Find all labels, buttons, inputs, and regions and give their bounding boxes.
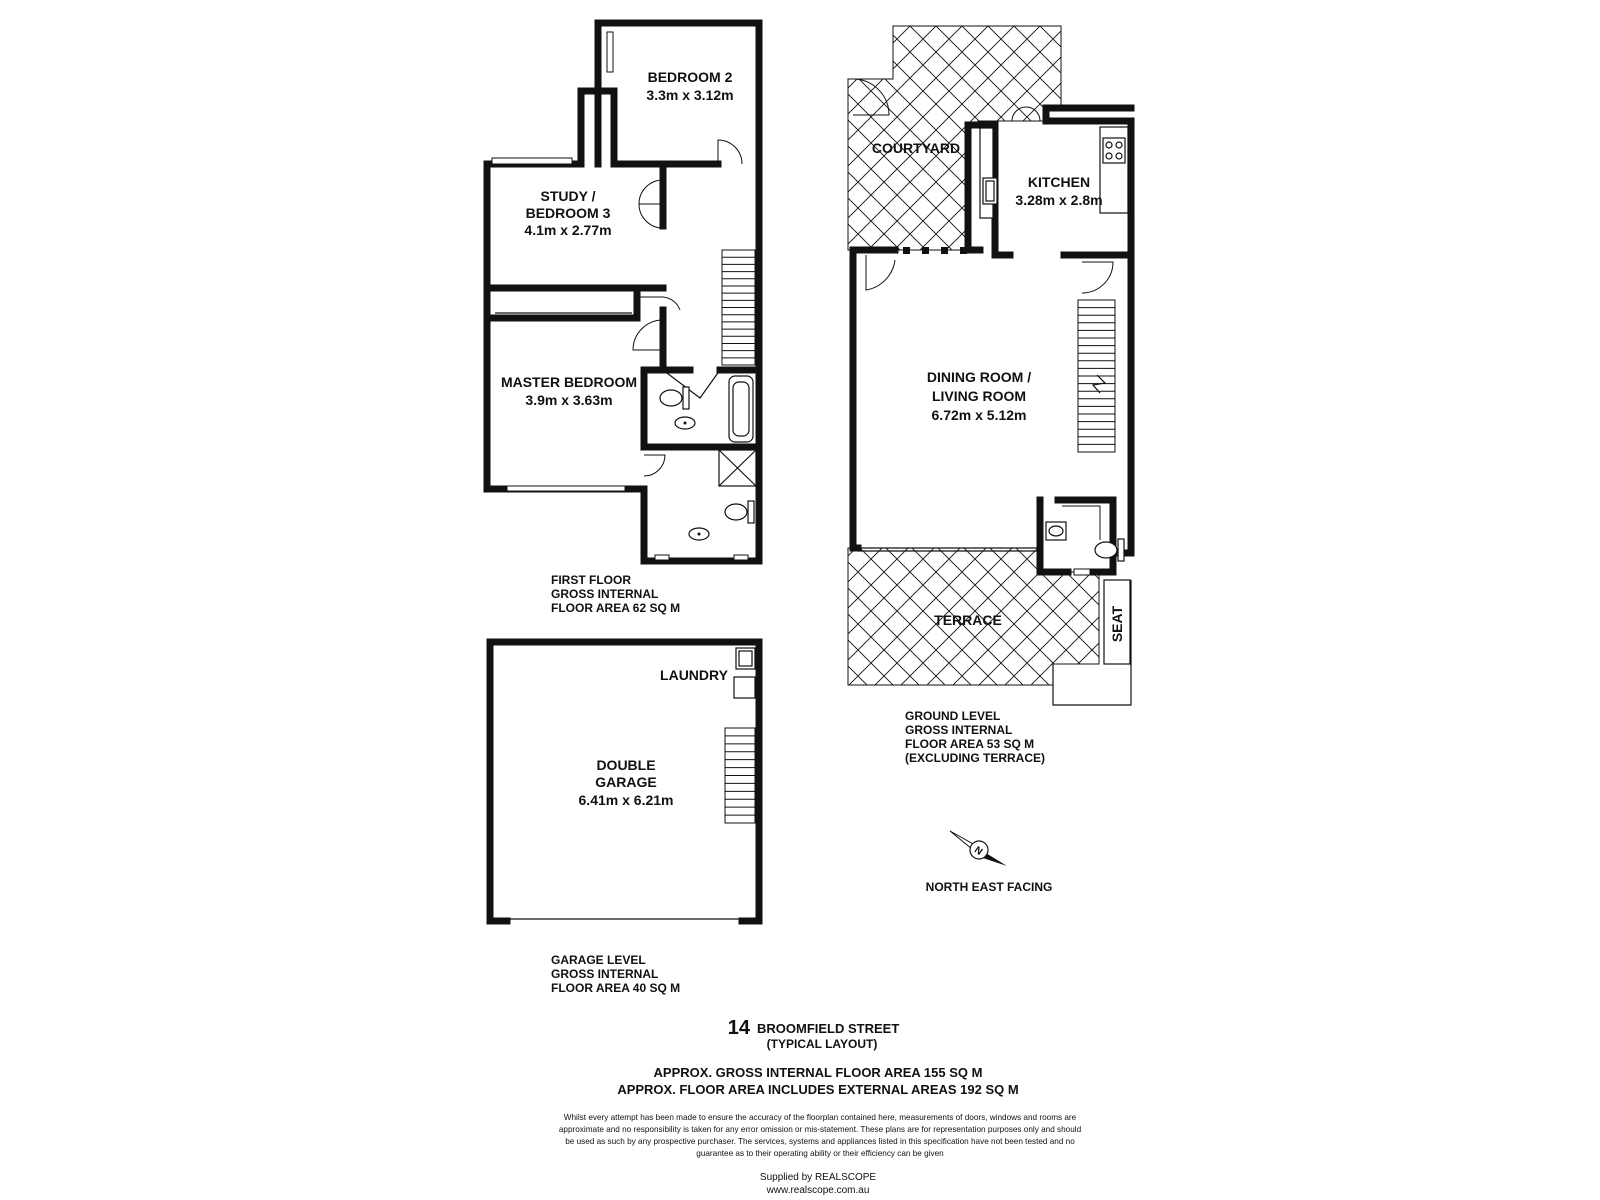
door-swing xyxy=(1082,262,1113,293)
door-swing xyxy=(718,140,742,164)
door-swing xyxy=(644,455,665,476)
first-floor-label-line3: FLOOR AREA 62 SQ M xyxy=(551,601,681,615)
toilet-icon xyxy=(725,501,754,523)
supplier-name: Supplied by REALSCOPE xyxy=(759,1172,877,1183)
door-swing xyxy=(637,297,680,310)
first-floor-label-line1: FIRST FLOOR xyxy=(551,573,631,587)
door-swing xyxy=(1062,506,1100,540)
basin-icon xyxy=(1046,522,1066,540)
disclaimer-line2: approximate and no responsibility is taken for any error omission or mis-statement. These plans are for representation purposes only and should xyxy=(558,1125,1082,1134)
window xyxy=(507,486,625,491)
room-name-kitchen: KITCHEN xyxy=(1027,174,1091,190)
disclaimer-line4: guarantee as to their operating ability or their efficiency can be given xyxy=(696,1149,944,1158)
street-number: 14 xyxy=(727,1017,750,1039)
window xyxy=(607,32,613,72)
room-name-courtyard: COURTYARD xyxy=(871,140,961,156)
garage-label-line1: GARAGE LEVEL xyxy=(551,953,646,967)
window xyxy=(655,555,669,560)
svg-text:N: N xyxy=(972,844,985,858)
door-swing xyxy=(866,255,895,290)
street-name: BROOMFIELD STREET xyxy=(757,1021,900,1036)
shower-icon xyxy=(719,450,756,486)
cooktop-icon xyxy=(1103,138,1125,163)
ground-stairs xyxy=(1078,300,1115,452)
disclaimer-line3: be used as such by any prospective purchaser. The services, systems and appliances listed in this specification have not been tested and no xyxy=(565,1137,1075,1146)
first-floor-plan xyxy=(487,23,759,615)
room-size-bedroom2: 3.3m x 3.12m xyxy=(646,87,734,103)
room-name-study-line2: BEDROOM 3 xyxy=(525,205,611,221)
gross-area-line: APPROX. GROSS INTERNAL FLOOR AREA 155 SQ M xyxy=(653,1065,983,1080)
sink-icon xyxy=(983,178,997,204)
ground-label-line4: (EXCLUDING TERRACE) xyxy=(905,751,1045,765)
supplier-url: www.realscope.com.au xyxy=(766,1185,870,1196)
basin-icon xyxy=(675,417,695,429)
compass-north-arrow-icon xyxy=(950,831,1007,866)
layout-note: (TYPICAL LAYOUT) xyxy=(766,1037,878,1051)
disclaimer-line1: Whilst every attempt has been made to ensure the accuracy of the floorplan contained here, measurements of doors, windows and rooms are xyxy=(563,1113,1077,1122)
ground-outer-wall xyxy=(853,250,895,548)
disclaimer xyxy=(559,1113,1082,1158)
room-size-kitchen: 3.28m x 2.8m xyxy=(1015,192,1103,208)
ground-level-plan xyxy=(848,26,1131,765)
room-name-seat: SEAT xyxy=(1109,605,1125,643)
room-size-study: 4.1m x 2.77m xyxy=(524,222,612,238)
room-size-master: 3.9m x 3.63m xyxy=(525,392,613,408)
washing-machine-icon xyxy=(734,677,755,698)
room-name-garage-line1: DOUBLE xyxy=(596,757,656,773)
title-block xyxy=(617,1017,1018,1097)
garage-stairs xyxy=(725,728,755,823)
supplier-credit xyxy=(760,1172,877,1196)
garage-level-plan xyxy=(490,642,759,995)
room-name-dining-line2: LIVING ROOM xyxy=(931,388,1027,404)
ground-label-line3: FLOOR AREA 53 SQ M xyxy=(905,737,1035,751)
courtyard-area xyxy=(848,26,1061,250)
toilet-icon xyxy=(660,387,689,409)
ground-label-line2: GROSS INTERNAL xyxy=(905,723,1013,737)
door-swing xyxy=(633,320,663,350)
window xyxy=(1074,569,1090,575)
laundry-sink-icon xyxy=(736,648,755,669)
room-name-bedroom2: BEDROOM 2 xyxy=(647,69,733,85)
compass-label: NORTH EAST FACING xyxy=(925,880,1053,894)
room-name-master: MASTER BEDROOM xyxy=(500,374,638,390)
room-name-study-line1: STUDY / xyxy=(540,188,596,204)
basin-icon xyxy=(689,528,709,540)
ground-label-line1: GROUND LEVEL xyxy=(905,709,1001,723)
external-area-line: APPROX. FLOOR AREA INCLUDES EXTERNAL AREAS 192 SQ M xyxy=(617,1082,1019,1097)
room-size-dining: 6.72m x 5.12m xyxy=(931,407,1027,423)
bathtub-icon xyxy=(729,376,753,442)
door-swing xyxy=(639,180,663,228)
room-size-garage: 6.41m x 6.21m xyxy=(578,792,674,808)
window xyxy=(492,158,572,164)
first-floor-stairs xyxy=(722,250,755,365)
garage-label-line2: GROSS INTERNAL xyxy=(551,967,659,981)
first-floor-label-line2: GROSS INTERNAL xyxy=(551,587,659,601)
room-name-dining-line1: DINING ROOM / xyxy=(926,369,1032,385)
room-name-terrace: TERRACE xyxy=(934,612,1002,628)
first-floor-outer-wall xyxy=(487,23,759,561)
garage-label-line3: FLOOR AREA 40 SQ M xyxy=(551,981,681,995)
room-name-garage-line2: GARAGE xyxy=(595,774,657,790)
toilet-icon xyxy=(1095,539,1124,561)
room-name-laundry: LAUNDRY xyxy=(660,667,728,683)
window xyxy=(734,555,748,560)
